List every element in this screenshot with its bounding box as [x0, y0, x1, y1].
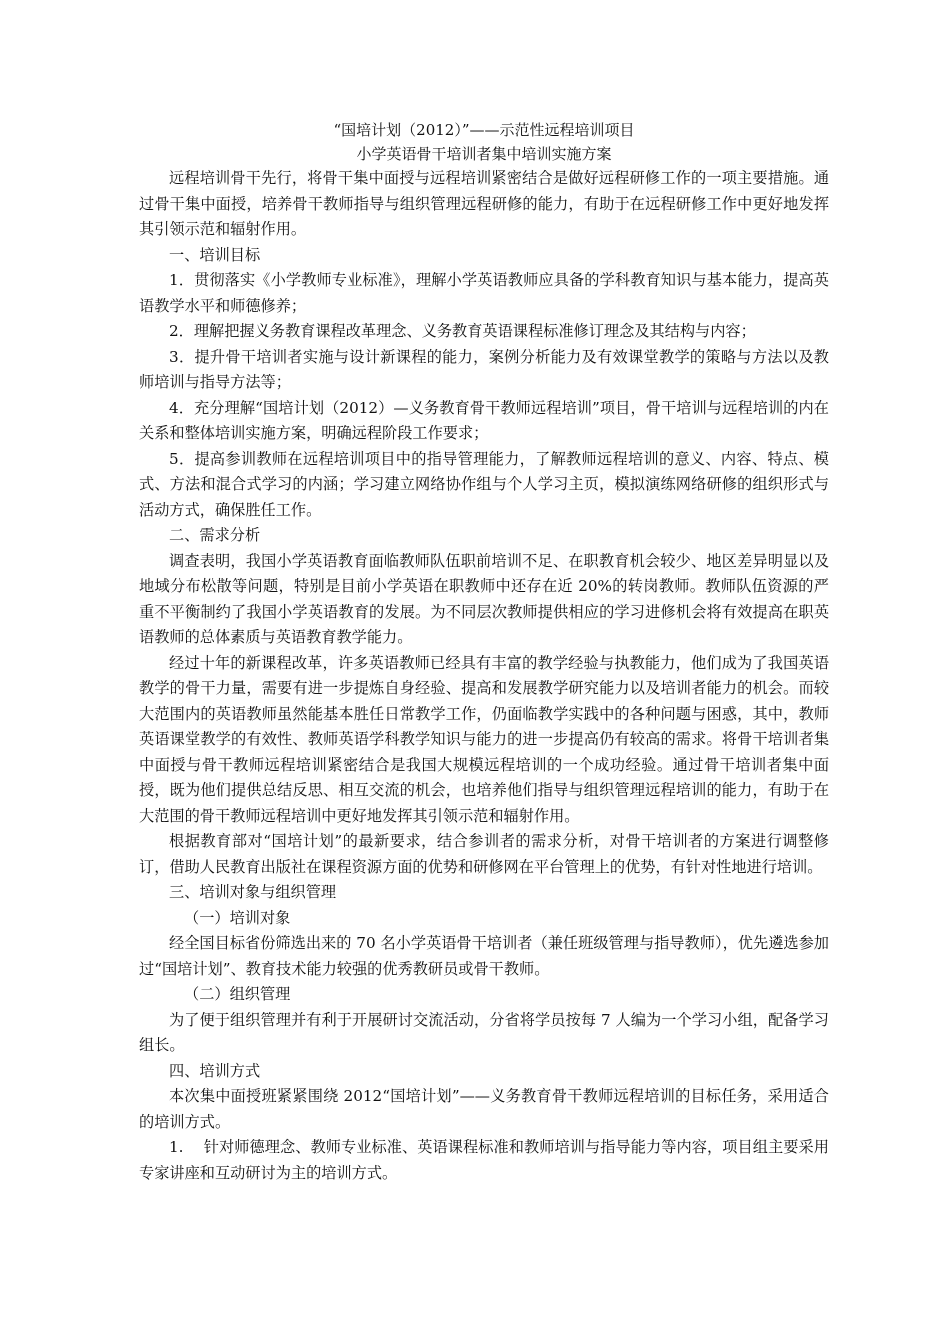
needs-paragraph: 经过十年的新课程改革，许多英语教师已经具有丰富的教学经验与执教能力，他们成为了我国英语教学的骨干力量，需要有进一步提炼自身经验、提高和发展教学研究能力以及培训者能力的机会。而较大范围内的英语教师虽然能基本胜任日常教学工作，仍面临教学实践中的各种问题与困惑，其中，教师英语课堂教学的有效性、教师英语学科教学知识与能力的进一步提高仍有较高的需求。将骨干培训者集中面授与骨干教师远程培训紧密结合是我国大规模远程培训的一个成功经验。通过骨干培训者集中面授，既为他们提供总结反思、相互交流的机会，也培养他们指导与组织管理远程培训的能力，有助于在大范围的骨干教师远程培训中更好地发挥其引领示范和辐射作用。: [139, 653, 829, 825]
document-title: “国培计划（2012）”——示范性远程培训项目: [333, 121, 635, 139]
trainees-paragraph: 经全国目标省份筛选出来的 70 名小学英语骨干培训者（兼任班级管理与指导教师），优先遴选参加过“国培计划”、教育技术能力较强的优秀教研员或骨干教师。: [139, 934, 829, 978]
goal-item: 4．充分理解“国培计划（2012）—义务教育骨干教师远程培训”项目，骨干培训与远程培训的内在关系和整体培训实施方案，明确远程阶段工作要求；: [139, 398, 829, 442]
subsection-heading-management: （二）组织管理: [184, 985, 291, 1003]
section-heading-needs: 二、需求分析: [169, 526, 261, 544]
document-page: [139, 118, 829, 1186]
subsection-heading-trainees: （一）培训对象: [184, 908, 291, 927]
intro-paragraph: 远程培训骨干先行，将骨干集中面授与远程培训紧密结合是做好远程研修工作的一项主要措施。通过骨干集中面授，培养骨干教师指导与组织管理远程研修的能力，有助于在远程研修工作中更好地发挥其引领示范和辐射作用。: [139, 169, 829, 238]
goal-item: 5．提高参训教师在远程培训项目中的指导管理能力，了解教师远程培训的意义、内容、特点、模式、方法和混合式学习的内涵；学习建立网络协作组与个人学习主页，模拟演练网络研修的组织形式与活动方式，确保胜任工作。: [139, 449, 829, 519]
mode-item: 1. 针对师德理念、教师专业标准、英语课程标准和教师培训与指导能力等内容，项目组主要采用专家讲座和互动研讨为主的培训方式。: [139, 1138, 829, 1182]
section-heading-targets: 三、培训对象与组织管理: [169, 883, 337, 901]
section-heading-mode: 四、培训方式: [169, 1061, 261, 1080]
needs-paragraph: 调查表明，我国小学英语教育面临教师队伍职前培训不足、在职教育机会较少、地区差异明显以及地域分布松散等问题，特别是目前小学英语在职教师中还存在近 20%的转岗教师。教师队伍资源的严重不平衡制约了我国小学英语教育的发展。为不同层次教师提供相应的学习进修机会将有效提高在职英语教师的总体素质与英语教育教学能力。: [139, 551, 829, 646]
mode-intro-paragraph: 本次集中面授班紧紧围绕 2012“国培计划”——义务教育骨干教师远程培训的目标任务，采用适合的培训方式。: [139, 1087, 829, 1131]
needs-paragraph: 根据教育部对“国培计划”的最新要求，结合参训者的需求分析，对骨干培训者的方案进行调整修订，借助人民教育出版社在课程资源方面的优势和研修网在平台管理上的优势，有针对性地进行培训。: [139, 832, 829, 876]
section-heading-goals: 一、培训目标: [169, 245, 261, 264]
document-subtitle: 小学英语骨干培训者集中培训实施方案: [356, 145, 612, 163]
goal-item: 1．贯彻落实《小学教师专业标准》，理解小学英语教师应具备的学科教育知识与基本能力，提高英语教学水平和师德修养；: [139, 271, 829, 315]
management-paragraph: 为了便于组织管理并有利于开展研讨交流活动，分省将学员按每 7 人编为一个学习小组，配备学习组长。: [139, 1010, 829, 1054]
goal-item: 3．提升骨干培训者实施与设计新课程的能力，案例分析能力及有效课堂教学的策略与方法以及教师培训与指导方法等；: [139, 347, 829, 391]
goal-item: 2．理解把握义务教育课程改革理念、义务教育英语课程标准修订理念及其结构与内容；: [169, 322, 756, 340]
